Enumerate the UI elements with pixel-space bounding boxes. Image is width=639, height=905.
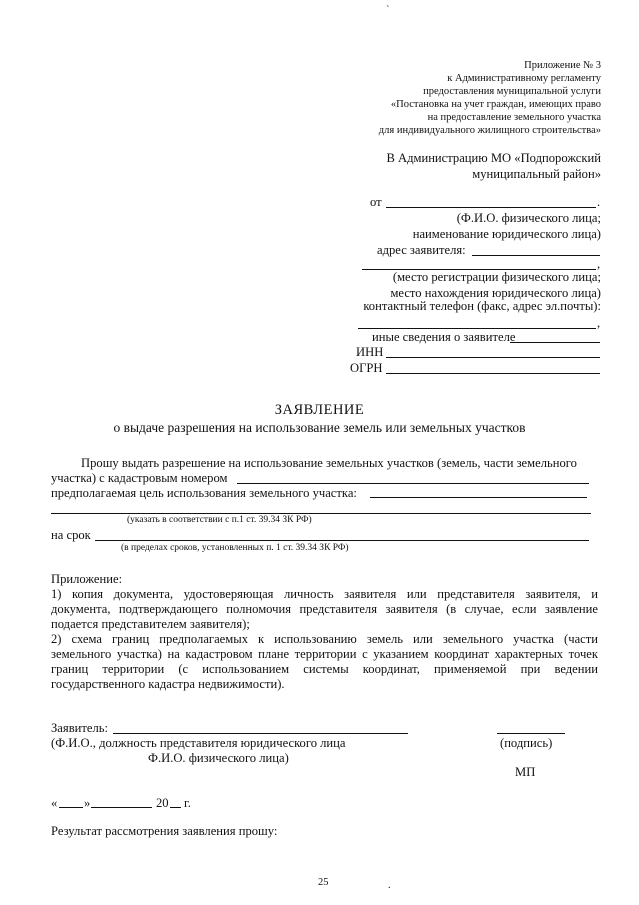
addressee-line1: В Администрацию МО «Подпорожский [386,151,601,165]
applicant-fio-hint2: Ф.И.О. физического лица) [148,751,289,765]
appendix-line: на предоставление земельного участка [427,112,601,123]
ogrn-field-line[interactable] [386,373,600,374]
from-label: от [370,195,382,209]
stamp-label: МП [515,765,536,779]
phone-label: контактный телефон (факс, адрес эл.почты): [363,299,601,313]
request-line1: Прошу выдать разрешение на использование земельных участков (земель, части земельного [81,456,577,470]
term-hint: (в пределах сроков, установленных п. 1 ст. 39.34 ЗК РФ) [121,543,349,553]
term-field-line[interactable] [95,540,589,541]
fio-hint1: (Ф.И.О. физического лица; [456,211,601,225]
ogrn-label: ОГРН [350,361,383,375]
signature-hint: (подпись) [500,736,553,750]
attachment-line: 2) схема границ предполагаемых к использованию земель или земельного участка (части [51,632,598,646]
signature-line[interactable] [497,733,565,734]
purpose-field-line2[interactable] [51,513,591,514]
appendix-line: предоставления муниципальной услуги [423,86,601,97]
date-close-quote: » [84,796,91,810]
address-field-line[interactable] [472,255,600,256]
applicant-fio-hint1: (Ф.И.О., должность представителя юридического лица [51,736,346,750]
document-title: ЗАЯВЛЕНИЕ [274,402,365,418]
addressee-line2: муниципальный район» [472,167,601,181]
appendix-line: «Постановка на учет граждан, имеющих право [390,99,601,110]
purpose-hint: (указать в соответствии с п.1 ст. 39.34 ЗК РФ) [127,515,312,525]
from-field-line[interactable] [386,207,596,208]
top-mark: ` [386,5,390,16]
bottom-mark: . [388,880,391,891]
date-day-field[interactable] [59,807,83,808]
attachment-line: государственного кадастра недвижимости). [51,677,285,691]
phone-end: , [597,316,601,330]
applicant-label: Заявитель: [51,721,108,735]
other-info-label: иные сведения о заявителе [372,330,516,344]
attachment-line: земельного участка) на кадастровом плане территории с указанием координат характерных точек [51,647,598,661]
appendix-line: Приложение № 3 [524,60,601,71]
from-end: . [597,195,601,209]
registration-hint1: (место регистрации физического лица; [392,270,601,284]
result-label: Результат рассмотрения заявления прошу: [51,824,278,838]
date-month-field[interactable] [91,807,152,808]
registration-hint2: место нахождения юридического лица) [390,286,601,300]
address-label: адрес заявителя: [377,243,466,257]
date-year-suffix: г. [184,796,191,810]
date-year-field[interactable] [170,807,181,808]
page-number: 25 [318,877,329,888]
attachment-line: документа, подтверждающего полномочия представителя заявителя (в случае, если заявление [51,602,598,616]
purpose-field-line[interactable] [370,497,587,498]
applicant-name-line[interactable] [113,733,408,734]
date-open-quote: « [51,796,58,810]
inn-label: ИНН [356,345,384,359]
document-subtitle: о выдаче разрешения на использование земель или земельных участков [113,420,526,435]
appendix-line: к Административному регламенту [447,73,601,84]
fio-hint2: наименование юридического лица) [412,227,601,241]
attachment-line: 1) копия документа, удостоверяющая личность заявителя или представителя заявителя, и [51,587,598,601]
inn-field-line[interactable] [386,357,600,358]
appendix-line: для индивидуального жилищного строительства» [378,125,601,136]
other-info-field-line[interactable] [510,342,600,343]
attachment-line: подается представителем заявителя); [51,617,250,631]
term-label: на срок [51,528,91,542]
date-year-prefix: 20 [156,796,169,810]
address-end: , [597,257,601,271]
cadastral-number-field[interactable] [237,483,589,484]
attachment-line: границ территории (с использованием системы координат, применяемой при ведении [51,662,598,676]
attachment-title: Приложение: [51,572,123,586]
request-line2: участка) с кадастровым номером [51,471,228,485]
purpose-label: предполагаемая цель использования земельного участка: [51,486,357,500]
